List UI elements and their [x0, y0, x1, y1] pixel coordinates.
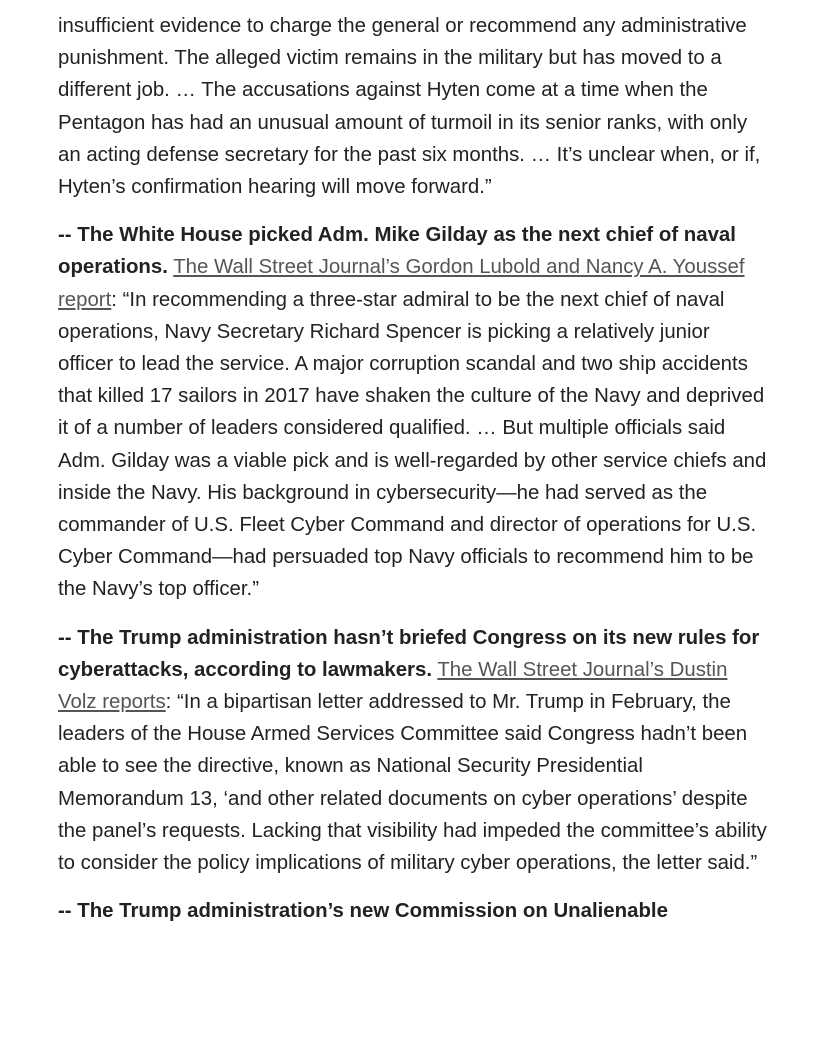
paragraph-text: : “In a bipartisan letter addressed to Mr. Trump in February, the leaders of the House Armed Services Committee said Congress hadn’t been able to see the directive, known as National Security Presidential Memorandum 13, ‘and other related documents on cyber operations’ despite the panel’s requests. Lacking that visibility had impeded the committee’s ability to consider the policy implications of military cyber operations, the letter said.”: [58, 691, 767, 875]
paragraph-headline: -- The White House picked Adm. Mike Gilday as the next chief of naval operations.: [58, 224, 736, 279]
paragraph-cyber-rules: [58, 622, 770, 880]
article-body: [58, 10, 770, 943]
paragraph-text: : “In recommending a three-star admiral to be the next chief of naval operations, Navy Secretary Richard Spencer is picking a relatively junior officer to lead the service. A major corruption scandal and two ship accidents that killed 17 sailors in 2017 have shaken the culture of the Navy and deprived it of a number of leaders considered qualified. … But multiple officials said Adm. Gilday was a viable pick and is well-regarded by other service chiefs and inside the Navy. His background in cybersecurity—he had served as the commander of U.S. Fleet Cyber Command and director of operations for U.S. Cyber Command—had persuaded top Navy officials to recommend him to be the Navy’s top officer.”: [58, 288, 767, 601]
wsj-volz-link[interactable]: The Wall Street Journal’s Dustin Volz reports: [58, 658, 728, 714]
paragraph-headline: -- The Trump administration hasn’t briefed Congress on its new rules for cyberattacks, according to lawmakers.: [58, 626, 760, 681]
wsj-lubold-youssef-link[interactable]: The Wall Street Journal’s Gordon Lubold and Nancy A. Youssef report: [58, 256, 745, 311]
paragraph-gilday: [58, 219, 770, 605]
paragraph-commission: [58, 895, 770, 927]
paragraph-hyten-continuation: [58, 10, 770, 203]
paragraph-headline: -- The Trump administration’s new Commission on Unalienable: [58, 900, 668, 923]
paragraph-text: insufficient evidence to charge the general or recommend any administrative punishment. The alleged victim remains in the military but has moved to a different job. … The accusations against Hyten come at a time when the Pentagon has had an unusual amount of turmoil in its senior ranks, with only an acting defense secretary for the past six months. … It’s unclear when, or if, Hyten’s confirmation hearing will move forward.”: [58, 15, 761, 199]
